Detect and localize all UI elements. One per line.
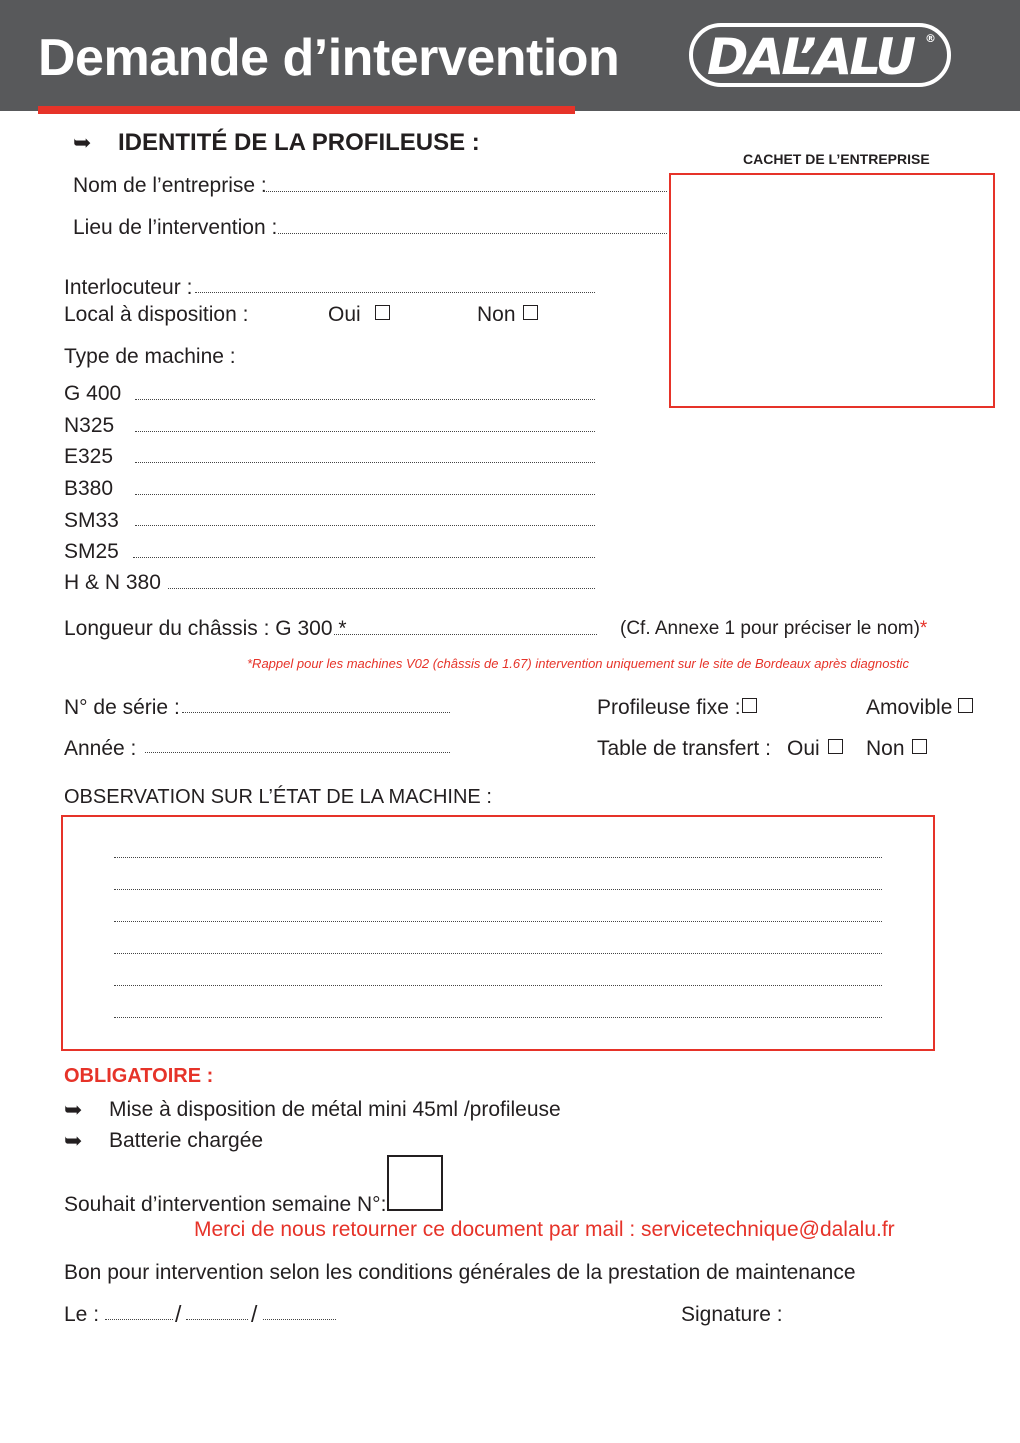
company-name-field[interactable] [263,191,667,192]
transfer-yes-label: Oui [787,737,820,760]
stamp-label: CACHET DE L’ENTREPRISE [743,151,930,167]
transfer-yes-checkbox[interactable] [828,739,843,754]
date-separator: / [251,1301,258,1327]
chassis-label: Longueur du châssis : G 300 * [64,617,347,640]
observation-line[interactable] [114,1017,882,1018]
year-label: Année : [64,737,137,760]
machine-item: G 400 [64,382,122,405]
page-title: Demande d’intervention [38,29,620,87]
machine-field[interactable] [168,588,595,589]
machine-item: E325 [64,445,114,468]
machine-field[interactable] [135,431,595,432]
local-yes-checkbox[interactable] [375,305,390,320]
date-year-field[interactable] [263,1319,336,1320]
transfer-no-label: Non [866,737,905,760]
removable-checkbox[interactable] [958,698,973,713]
local-label: Local à disposition : [64,303,249,326]
machine-field[interactable] [135,494,595,495]
week-label: Souhait d’intervention semaine N°: [64,1193,387,1216]
machine-item: N325 [64,414,115,437]
serial-label: N° de série : [64,696,180,719]
year-field[interactable] [145,752,450,753]
arrow-right-icon: ➥ [73,130,92,155]
company-stamp-area[interactable] [669,173,995,408]
machine-field[interactable] [133,557,595,558]
arrow-right-icon: ➥ [64,1097,83,1122]
machine-type-heading: Type de machine : [64,345,236,368]
fixed-label: Profileuse fixe : [597,696,741,719]
logo-registered-mark: ® [925,32,936,45]
observation-line[interactable] [114,921,882,922]
date-month-field[interactable] [186,1319,248,1320]
machine-field[interactable] [135,399,595,400]
observation-line[interactable] [114,889,882,890]
signature-label: Signature : [681,1303,783,1326]
company-name-label: Nom de l’entreprise : [73,174,267,197]
location-label: Lieu de l’intervention : [73,216,278,239]
mandatory-heading: OBLIGATOIRE : [64,1065,214,1087]
mandatory-item: Batterie chargée [109,1129,264,1152]
week-number-box[interactable] [387,1155,443,1211]
header-bar [0,0,1020,111]
local-yes-label: Oui [328,303,361,326]
date-separator: / [175,1301,182,1327]
date-day-field[interactable] [105,1319,173,1320]
observation-line[interactable] [114,953,882,954]
machine-item: SM25 [64,540,119,563]
local-no-checkbox[interactable] [523,305,538,320]
observation-area[interactable] [61,815,935,1051]
annex-note: (Cf. Annexe 1 pour préciser le nom)* [620,618,928,639]
agreement-text: Bon pour intervention selon les conditions générales de la prestation de maintenance [64,1261,856,1284]
machine-item: SM33 [64,509,119,532]
local-no-label: Non [477,303,516,326]
interlocutor-label: Interlocuteur : [64,276,193,299]
observation-line[interactable] [114,857,882,858]
arrow-right-icon: ➥ [64,1128,83,1153]
title-underline [38,106,575,114]
date-label: Le : [64,1303,100,1326]
email-note: Merci de nous retourner ce document par mail : servicetechnique@dalalu.fr [194,1218,895,1241]
transfer-table-label: Table de transfert : [597,737,771,760]
company-logo [689,22,953,88]
observation-line[interactable] [114,985,882,986]
machine-field[interactable] [135,525,595,526]
machine-item: H & N 380 [64,571,161,594]
machine-item: B380 [64,477,114,500]
removable-label: Amovible [866,696,953,719]
observation-heading: OBSERVATION SUR L’ÉTAT DE LA MACHINE : [64,786,492,808]
location-field[interactable] [278,233,667,234]
chassis-field[interactable] [334,634,597,635]
transfer-no-checkbox[interactable] [912,739,927,754]
machine-field[interactable] [135,462,595,463]
logo-text: DAL’ALU [707,28,914,86]
identity-heading: IDENTITÉ DE LA PROFILEUSE : [118,129,480,156]
mandatory-item: Mise à disposition de métal mini 45ml /profileuse [109,1098,561,1121]
reminder-note: *Rappel pour les machines V02 (châssis de 1.67) intervention uniquement sur le site de Bordeaux après diagnostic [247,656,909,671]
fixed-checkbox[interactable] [742,698,757,713]
serial-field[interactable] [182,712,450,713]
interlocutor-field[interactable] [195,292,595,293]
